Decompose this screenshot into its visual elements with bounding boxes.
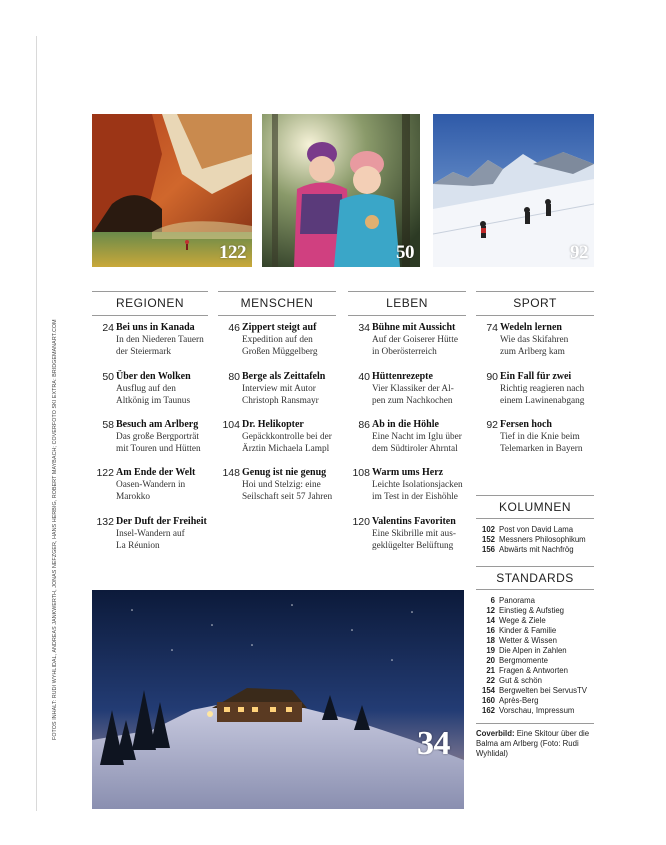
toc-entry[interactable] — [92, 322, 208, 371]
list-item[interactable]: 14 Wege & Ziele — [486, 616, 546, 625]
article-title: Besuch am Arlberg — [116, 419, 199, 430]
column-leben — [348, 291, 466, 564]
toc-entry[interactable] — [348, 516, 466, 564]
photo-ski-tour[interactable] — [433, 114, 594, 267]
photo-canyon[interactable] — [92, 114, 252, 267]
page-number: 148 — [222, 467, 240, 479]
page-number: 122 — [96, 467, 114, 479]
article-desc: Expedition auf den Großen Müggelberg — [242, 335, 318, 357]
column-sport — [476, 291, 594, 467]
toc-entry[interactable] — [348, 371, 466, 419]
column-regionen — [92, 291, 208, 564]
article-desc: Richtig reagieren nach einem Lawinenabgang — [500, 384, 585, 406]
list-item[interactable]: 22 Gut & schön — [486, 676, 542, 685]
article-title: Zippert steigt auf — [242, 322, 317, 333]
article-title: Berge als Zeittafeln — [242, 371, 326, 382]
article-desc: Wie das Skifahren zum Arlberg kam — [500, 335, 569, 357]
section-header: KOLUMNEN — [476, 495, 594, 519]
list-item[interactable]: 160 Après-Berg — [481, 696, 539, 705]
article-title: Genug ist nie genug — [242, 467, 327, 478]
article-desc: Eine Skibrille mit aus- geklügelter Belüftung — [372, 529, 456, 551]
photo-page-number: 122 — [219, 242, 246, 263]
page-number: 74 — [486, 322, 498, 334]
page-number: 40 — [358, 371, 370, 383]
photo-children[interactable] — [262, 114, 420, 267]
toc-entry[interactable] — [92, 516, 208, 564]
photo-page-number: 92 — [570, 242, 588, 263]
page-number: 132 — [96, 516, 114, 528]
article-desc: Ausflug auf den Altkönig im Taunus — [116, 384, 191, 406]
article-title: Wedeln lernen — [500, 322, 562, 333]
page-number: 34 — [358, 322, 370, 334]
list-item[interactable]: 16 Kinder & Familie — [486, 626, 557, 635]
list-item[interactable]: 162 Vorschau, Impressum — [481, 706, 575, 715]
photo-credits-text: FOTOS INHALT: RUDI WYHLIDAL, ANDREAS JANKWERTH, JONAS NEFZGER, HANS HERBIG, ROBERT MAYBACH; COVERFOTO SKI EXTRA: BRIDGEMANART.COM — [52, 319, 58, 740]
page-number: 58 — [102, 419, 114, 431]
article-title: Ab in die Höhle — [372, 419, 439, 430]
article-desc: Das große Bergporträt mit Touren und Hütten — [116, 432, 201, 454]
article-desc: Leichte Isolationsjacken im Test in der Eishöhle — [372, 480, 463, 502]
page-number: 80 — [228, 371, 240, 383]
article-desc: Tief in die Knie beim Telemarken in Bayern — [500, 432, 583, 454]
article-title: Über den Wolken — [116, 371, 191, 382]
toc-entry[interactable] — [476, 419, 594, 467]
article-desc: Interview mit Autor Christoph Ransmayr — [242, 384, 319, 406]
page-number: 24 — [102, 322, 114, 334]
article-title: Am Ende der Welt — [116, 467, 196, 478]
night-hut-photo-art — [92, 590, 464, 809]
toc-entry[interactable] — [92, 371, 208, 419]
list-item[interactable]: 156 Abwärts mit Nachfrög — [481, 545, 574, 554]
page-number: 46 — [228, 322, 240, 334]
section-header: LEBEN — [348, 291, 466, 316]
article-desc: Eine Nacht im Iglu über dem Südtiroler Ahrntal — [372, 432, 462, 454]
list-item[interactable]: 152 Messners Philosophikum — [481, 535, 586, 544]
kolumnen-list — [476, 525, 594, 555]
section-header: SPORT — [476, 291, 594, 316]
left-margin-rule — [36, 36, 37, 811]
toc-entry[interactable] — [92, 467, 208, 516]
cover-caption — [476, 723, 594, 759]
column-menschen — [218, 291, 336, 516]
toc-entry[interactable] — [92, 419, 208, 467]
page-number: 86 — [358, 419, 370, 431]
cover-text: Eine Skitour über die Balma am Arlberg (Foto: Rudi Wyhlidal) — [476, 729, 590, 758]
photo-credits — [52, 290, 60, 740]
photo-page-number: 50 — [396, 242, 414, 263]
toc-entry[interactable] — [348, 322, 466, 371]
page-number: 50 — [102, 371, 114, 383]
toc-entry[interactable] — [348, 467, 466, 516]
list-item[interactable]: 19 Die Alpen in Zahlen — [486, 646, 567, 655]
article-title: Bühne mit Aussicht — [372, 322, 456, 333]
section-header: REGIONEN — [92, 291, 208, 316]
article-desc: Oasen-Wandern in Marokko — [116, 480, 186, 502]
cover-label: Coverbild: — [476, 729, 515, 738]
article-title: Hüttenrezepte — [372, 371, 433, 382]
page-number: 120 — [352, 516, 370, 528]
article-title: Bei uns in Kanada — [116, 322, 195, 333]
kolumnen-section — [476, 495, 594, 555]
photo-night-hut[interactable] — [92, 590, 464, 809]
article-title: Fersen hoch — [500, 419, 552, 430]
toc-entry[interactable] — [218, 467, 336, 516]
toc-entry[interactable] — [476, 322, 594, 371]
page-number: 92 — [486, 419, 498, 431]
list-item[interactable]: 6 Panorama — [490, 596, 535, 605]
page-number: 108 — [352, 467, 370, 479]
article-desc: Vier Klassiker der Al- pen zum Nachkochen — [372, 384, 454, 406]
list-item[interactable]: 12 Einstieg & Aufstieg — [486, 606, 565, 615]
section-header: STANDARDS — [476, 566, 594, 590]
article-desc: Auf der Goiserer Hütte in Oberösterreich — [372, 335, 458, 357]
toc-entry[interactable] — [218, 419, 336, 467]
list-item[interactable]: 154 Bergwelten bei ServusTV — [481, 686, 587, 695]
section-header: MENSCHEN — [218, 291, 336, 316]
article-title: Der Duft der Freiheit — [116, 516, 207, 527]
list-item[interactable]: 21 Fragen & Antworten — [486, 666, 568, 675]
article-title: Warm ums Herz — [372, 467, 444, 478]
page-number: 90 — [486, 371, 498, 383]
article-title: Valentins Favoriten — [372, 516, 456, 527]
toc-entry[interactable] — [348, 419, 466, 467]
photo-page-number: 34 — [417, 725, 450, 762]
article-desc: Hoi und Stelzig: eine Seilschaft seit 57 Jahren — [242, 480, 333, 502]
list-item[interactable]: 20 Bergmomente — [486, 656, 548, 665]
standards-section — [476, 566, 594, 716]
toc-entry[interactable] — [218, 371, 336, 419]
list-item[interactable]: 18 Wetter & Wissen — [486, 636, 557, 645]
list-item[interactable]: 102 Post von David Lama — [481, 525, 574, 534]
toc-entry[interactable] — [476, 371, 594, 419]
article-desc: Gepäckkontrolle bei der Ärztin Michaela Lampl — [242, 432, 332, 454]
article-desc: Insel-Wandern auf La Réunion — [116, 529, 185, 551]
standards-list — [476, 596, 594, 716]
article-desc: In den Niederen Tauern der Steiermark — [116, 335, 204, 357]
article-title: Ein Fall für zwei — [500, 371, 572, 382]
toc-entry[interactable] — [218, 322, 336, 371]
page-number: 104 — [222, 419, 240, 431]
article-title: Dr. Helikopter — [242, 419, 304, 430]
